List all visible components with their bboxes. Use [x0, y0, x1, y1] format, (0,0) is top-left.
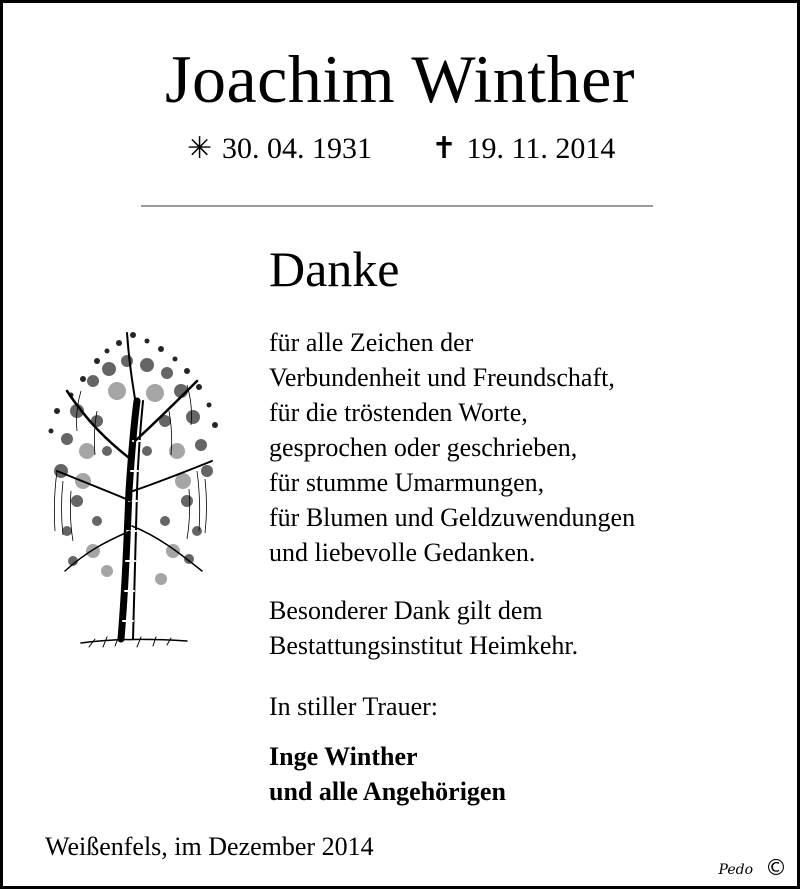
birch-tree-illustration: [37, 321, 227, 653]
birth-star-icon: ✳: [186, 132, 213, 165]
thanks-heading: Danke: [269, 241, 400, 297]
divider-line: [141, 205, 653, 207]
copyright-icon: ©: [765, 856, 787, 881]
special-thanks-line: Bestattungsinstitut Heimkehr.: [269, 631, 579, 660]
signatories: [269, 739, 506, 809]
publisher-credit: Pedo: [718, 862, 753, 878]
place-and-date: Weißenfels, im Dezember 2014: [45, 832, 374, 861]
signatory-line: und alle Angehörigen: [269, 777, 506, 806]
thanks-line: und liebevolle Gedanken.: [269, 538, 536, 567]
thanks-line: für die tröstenden Worte,: [269, 398, 528, 427]
thanks-line: gesprochen oder geschrieben,: [269, 433, 578, 462]
birth-date: 30. 04. 1931: [222, 132, 373, 165]
signatory-line: Inge Winther: [269, 742, 418, 771]
thanks-line: für alle Zeichen der: [269, 328, 474, 357]
life-dates: [3, 131, 797, 167]
thanks-line: Verbundenheit und Freundschaft,: [269, 363, 615, 392]
deceased-name: Joachim Winther: [165, 41, 635, 117]
death-date: 19. 11. 2014: [466, 132, 616, 165]
special-thanks-line: Besonderer Dank gilt dem: [269, 596, 543, 625]
special-thanks-text: [269, 593, 578, 663]
thanks-line: für stumme Umarmungen,: [269, 468, 545, 497]
thanks-text: [269, 325, 635, 570]
death-cross-icon: ✝: [431, 132, 457, 165]
thanks-line: für Blumen und Geldzuwendungen: [269, 503, 636, 532]
mourning-line: In stiller Trauer:: [269, 692, 438, 721]
